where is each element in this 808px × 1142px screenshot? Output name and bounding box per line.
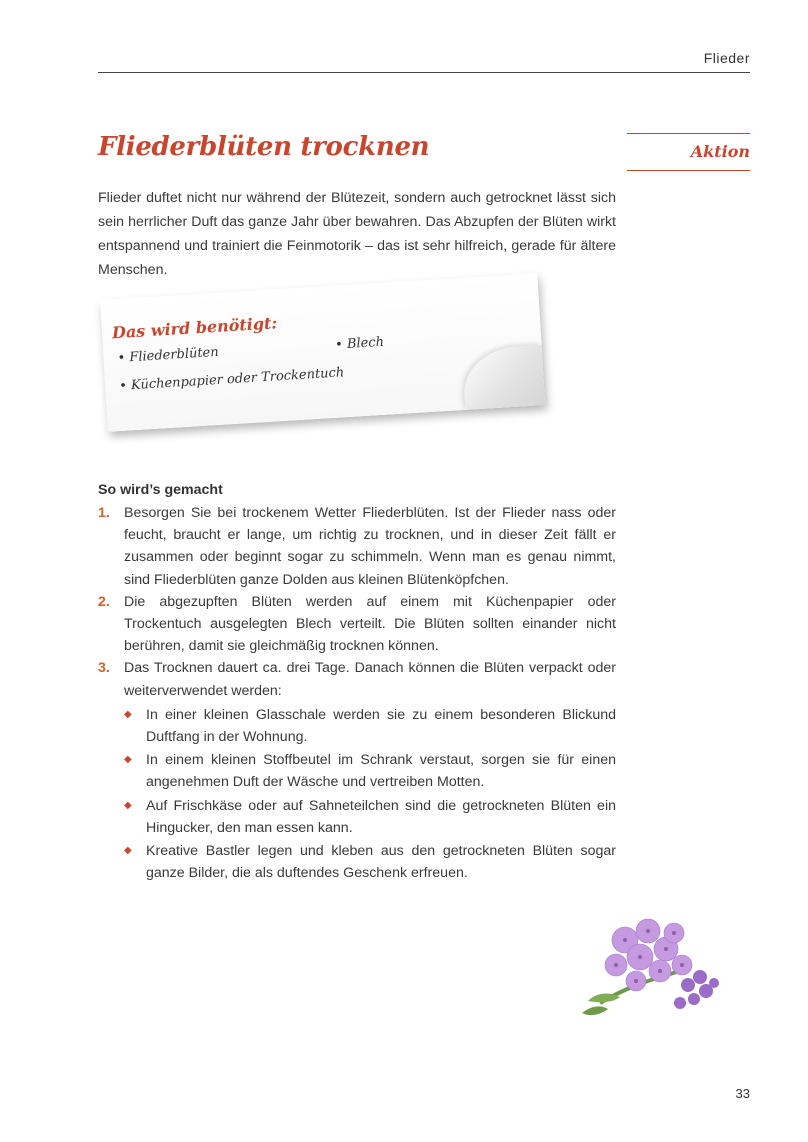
step-number: 2. <box>98 593 110 610</box>
step-text: Die abgezupften Blüten werden auf einem mit Küchenpapier oder Trockentuch ausgelegten Blech verteilt. Die Blüten sollten einander nicht berühren, damit sie gleichmäßig trocknen können. <box>124 593 616 655</box>
page-number: 33 <box>735 1086 750 1101</box>
usage-item <box>124 749 616 793</box>
usage-item <box>124 704 616 748</box>
section-box <box>627 133 750 171</box>
step-item <box>98 591 616 658</box>
bullet-icon: ◆ <box>124 845 132 857</box>
usage-text: Kreative Bastler legen und kleben aus den getrockneten Blüten sogar ganze Bilder, die als duftendes Geschenk erfreuen. <box>146 843 616 882</box>
page-title: Fliederblüten trocknen <box>98 132 430 162</box>
material-item: • Fliederblüten <box>117 344 220 367</box>
usage-text: Auf Frischkäse oder auf Sahneteilchen sind die getrockneten Blüten ein Hingucker, den man essen kann. <box>146 797 616 836</box>
bullet-icon: ◆ <box>124 708 132 720</box>
usage-item <box>124 795 616 839</box>
material-item: • Küchenpapier oder Trockentuch <box>118 365 345 394</box>
usage-list <box>124 704 616 885</box>
bullet-icon: ◆ <box>124 799 132 811</box>
bullet-icon: ◆ <box>124 754 132 766</box>
step-item <box>98 502 616 591</box>
step-item <box>98 657 616 884</box>
method-title: So wird’s gemacht <box>98 482 223 498</box>
intro-text: Flieder duftet nicht nur während der Blütezeit, sondern auch getrocknet lässt sich sein herrlicher Duft das ganze Jahr über bewahren. Das Abzupfen der Blüten wirkt entspannend und trainiert die Feinmotorik – das ist sehr hilfreich, gerade für ältere Menschen. <box>98 190 616 278</box>
usage-text: In einer kleinen Glasschale werden sie zu einem besonderen Blickund Duftfang in der Wohnung. <box>146 706 616 746</box>
section-label: Aktion <box>690 142 750 161</box>
step-number: 1. <box>98 505 110 521</box>
step-text: Das Trocknen dauert ca. drei Tage. Danach können die Blüten verpackt oder weiterverwendet werden: <box>124 660 616 699</box>
material-item: • Blech <box>334 334 385 353</box>
note-curl <box>462 345 546 410</box>
usage-text: In einem kleinen Stoffbeutel im Schrank verstaut, sorgen sie für einen angenehmen Duft der Wäsche und vertreiben Motten. <box>146 752 616 791</box>
steps-list <box>98 502 616 885</box>
materials-title: Das wird benötigt: <box>111 313 278 343</box>
lilac-flower-image <box>560 905 770 1030</box>
header-rule <box>98 72 750 73</box>
materials-note <box>100 273 545 431</box>
chapter-title: Flieder <box>703 50 750 66</box>
step-text: Besorgen Sie bei trockenem Wetter Fliederblüten. Ist der Flieder nass oder feucht, braucht er lange, um richtig zu trocknen, und in dieser Zeit fällt er zusammen oder beginnt sogar zu schimmeln. Wenn man es genau nimmt, sind Fliederblüten ganze Dolden aus kleinen Blütenköpfchen. <box>124 505 616 588</box>
step-number: 3. <box>98 660 110 677</box>
usage-item <box>124 840 616 884</box>
